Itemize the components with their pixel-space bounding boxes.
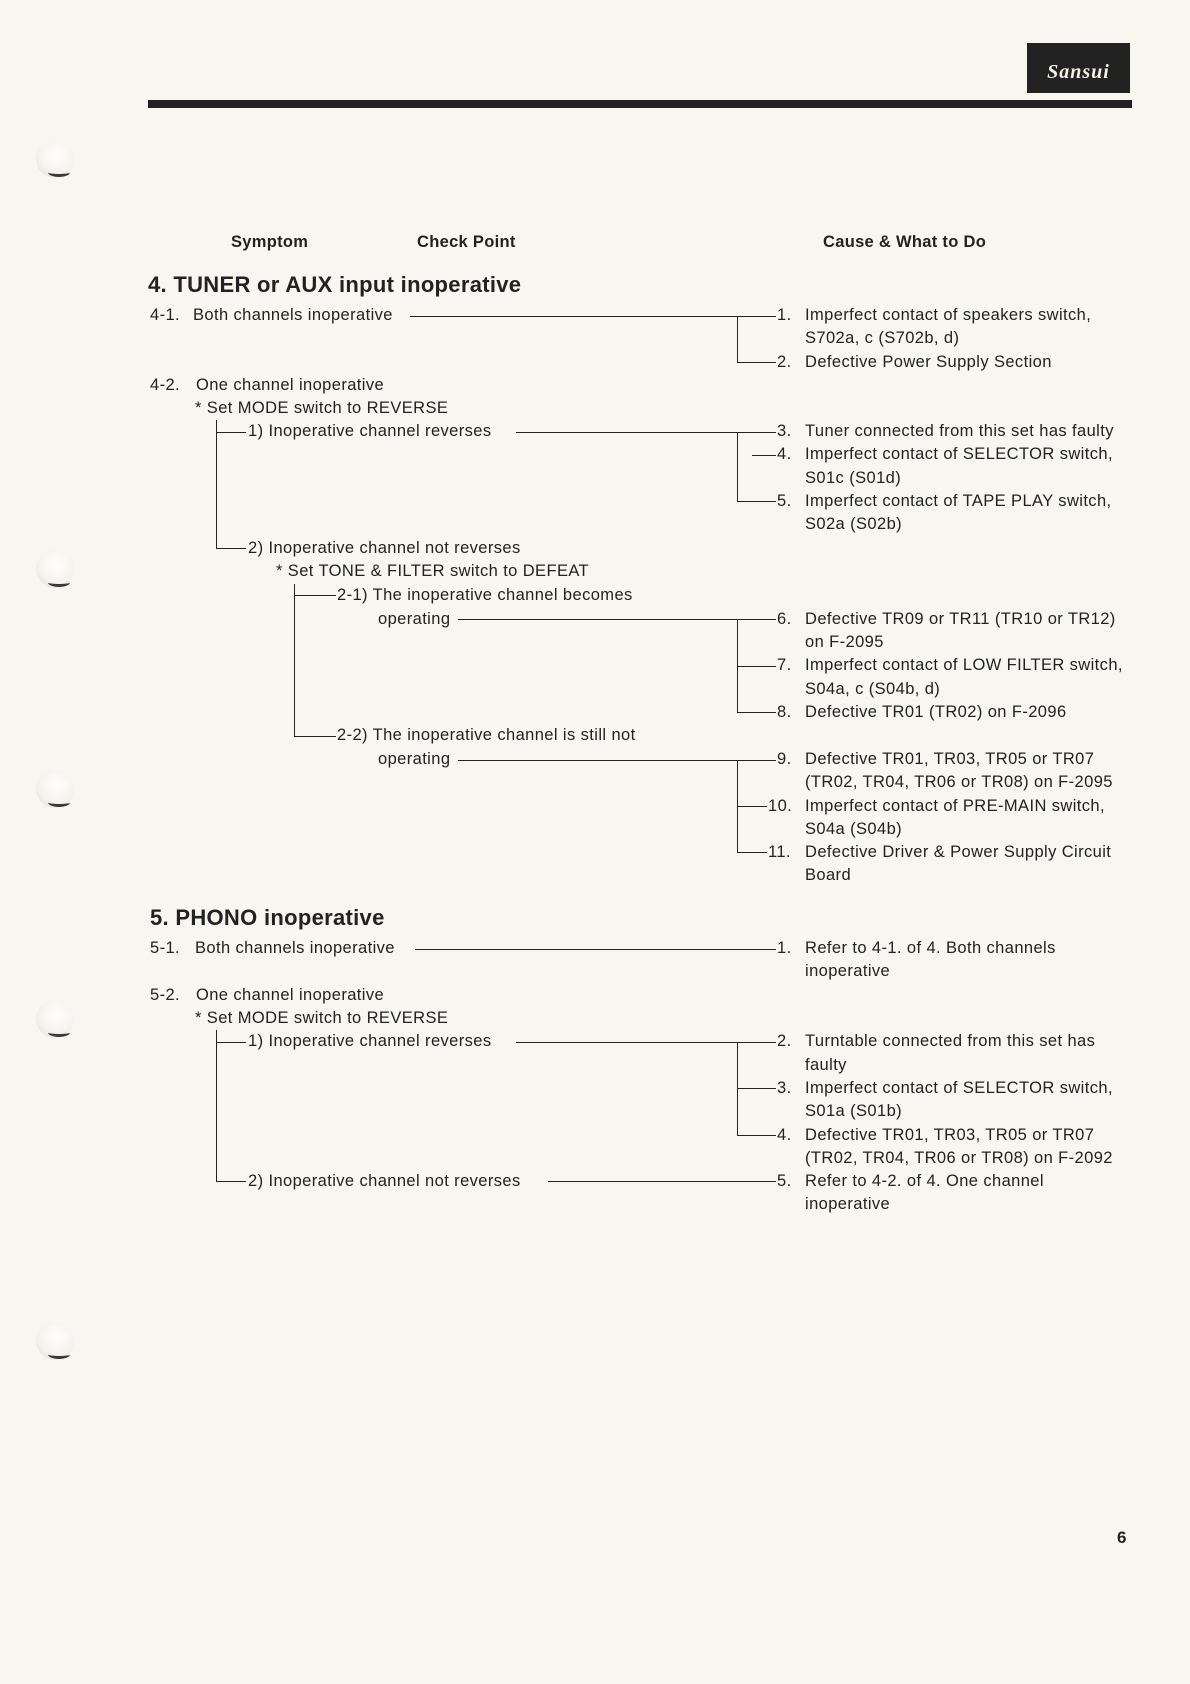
connector-2-1-c7 [737,666,776,667]
sub-item-2-1-cont: operating [378,610,451,628]
connector-4-1-b [737,362,776,363]
connector-5-1 [415,949,776,950]
cause-5-4-line2: (TR02, TR04, TR06 or TR08) on F-2092 [805,1149,1113,1167]
cause-5-4-number: 4. [777,1126,792,1144]
connector-5-sub-2 [548,1181,776,1182]
cause-4-4-number: 4. [777,445,792,463]
sub-item-1-text: 1) Inoperative channel reverses [248,422,492,440]
connector-5-sub-1-start [216,1042,246,1043]
cause-5-4-line1: Defective TR01, TR03, TR05 or TR07 [805,1126,1095,1144]
connector-2-2-start [294,736,336,737]
item-4-1-text: Both channels inoperative [193,306,393,324]
cause-4-6-line1: Defective TR09 or TR11 (TR10 or TR12) [805,610,1116,628]
cause-5-5-line1: Refer to 4-2. of 4. One channel [805,1172,1044,1190]
cause-4-9-line1: Defective TR01, TR03, TR05 or TR07 [805,750,1095,768]
bracket-sub-1 [737,432,738,502]
connector-5-sub-1-c4 [737,1135,776,1136]
cause-5-3-number: 3. [777,1079,792,1097]
cause-4-1-number: 1. [777,306,792,324]
cause-4-6-line2: on F-2095 [805,633,884,651]
cause-4-6-number: 6. [777,610,792,628]
binder-hole-3 [36,770,74,808]
cause-4-1-line2: S702a, c (S702b, d) [805,329,960,347]
bracket-4-1 [737,316,738,363]
cause-5-2-line1: Turntable connected from this set has [805,1032,1096,1050]
cause-4-2-number: 2. [777,353,792,371]
brand-logo [1027,43,1130,93]
cause-4-8-line1: Defective TR01 (TR02) on F-2096 [805,703,1067,721]
connector-sub-1-c4 [752,455,776,456]
cause-4-2-line1: Defective Power Supply Section [805,353,1052,371]
cause-5-1-line2: inoperative [805,962,891,980]
cause-5-2-line2: faulty [805,1056,847,1074]
cause-5-2-number: 2. [777,1032,792,1050]
cause-5-5-number: 5. [777,1172,792,1190]
bracket-5-sub-1 [737,1042,738,1136]
bracket-4-2-main [216,420,217,548]
connector-sub-1-c5 [737,501,776,502]
cause-5-3-line2: S01a (S01b) [805,1102,903,1120]
cause-4-7-number: 7. [777,656,792,674]
column-header-cause: Cause & What to Do [823,233,987,251]
binder-hole-2 [36,550,74,588]
item-5-1-text: Both channels inoperative [195,939,395,957]
binder-hole-4 [36,1000,74,1038]
sub-item-2-2-cont: operating [378,750,451,768]
cause-4-9-line2: (TR02, TR04, TR06 or TR08) on F-2095 [805,773,1113,791]
column-header-symptom: Symptom [231,233,309,251]
cause-4-7-line1: Imperfect contact of LOW FILTER switch, [805,656,1123,674]
connector-2-2-c11 [737,852,767,853]
connector-2-1-start [294,595,336,596]
binder-hole-1 [36,140,74,178]
cause-4-3-line1: Tuner connected from this set has faulty [805,422,1114,440]
cause-5-1-line1: Refer to 4-1. of 4. Both channels [805,939,1056,957]
cause-4-11-line1: Defective Driver & Power Supply Circuit [805,843,1112,861]
section-5-title: 5. PHONO inoperative [150,905,385,930]
cause-4-5-number: 5. [777,492,792,510]
cause-4-10-number: 10. [768,797,793,815]
item-4-2-text: One channel inoperative [196,376,385,394]
connector-4-1 [410,316,776,317]
column-header-check-point: Check Point [417,233,516,251]
bracket-5-2-main [216,1030,217,1182]
cause-5-1-number: 1. [777,939,792,957]
cause-4-10-line2: S04a (S04b) [805,820,903,838]
cause-4-11-number: 11. [768,843,791,861]
sub-item-2-1-text: 2-1) The inoperative channel becomes [337,586,633,604]
cause-4-8-number: 8. [777,703,792,721]
item-5-2-number: 5-2. [150,986,181,1004]
note-mode-reverse-5: * Set MODE switch to REVERSE [195,1009,449,1027]
cause-4-7-line2: S04a, c (S04b, d) [805,680,941,698]
cause-4-9-number: 9. [777,750,792,768]
binder-hole-5 [36,1322,74,1360]
cause-5-5-line2: inoperative [805,1195,891,1213]
connector-5-sub-2-start [216,1181,246,1182]
item-5-1-number: 5-1. [150,939,181,957]
cause-4-5-line2: S02a (S02b) [805,515,903,533]
page-number: 6 [1117,1528,1127,1547]
connector-5-sub-1-c3 [737,1088,776,1089]
sub-item-2-text: 2) Inoperative channel not reverses [248,539,521,557]
connector-2-1 [458,619,776,620]
cause-4-5-line1: Imperfect contact of TAPE PLAY switch, [805,492,1112,510]
cause-4-4-line2: S01c (S01d) [805,469,902,487]
cause-4-3-number: 3. [777,422,792,440]
cause-4-11-line2: Board [805,866,852,884]
cause-4-10-line1: Imperfect contact of PRE-MAIN switch, [805,797,1105,815]
connector-2-2-c10 [737,806,767,807]
brand-logo-text: Sansui [1047,61,1110,83]
connector-sub-1-start [216,432,246,433]
bracket-2-x [294,584,295,736]
connector-2-1-c8 [737,712,776,713]
cause-4-4-line1: Imperfect contact of SELECTOR switch, [805,445,1113,463]
section-4-title: 4. TUNER or AUX input inoperative [148,272,522,297]
sub-item-5-1-text: 1) Inoperative channel reverses [248,1032,492,1050]
item-4-1-number: 4-1. [150,306,181,324]
item-4-2-number: 4-2. [150,376,181,394]
note-mode-reverse: * Set MODE switch to REVERSE [195,399,449,417]
header-rule [148,100,1132,108]
sub-item-5-2-text: 2) Inoperative channel not reverses [248,1172,521,1190]
connector-2-2 [458,760,776,761]
item-5-2-text: One channel inoperative [196,986,385,1004]
cause-5-3-line1: Imperfect contact of SELECTOR switch, [805,1079,1113,1097]
connector-sub-2-start [216,548,246,549]
cause-4-1-line1: Imperfect contact of speakers switch, [805,306,1092,324]
note-tone-filter: * Set TONE & FILTER switch to DEFEAT [276,562,590,580]
sub-item-2-2-text: 2-2) The inoperative channel is still not [337,726,636,744]
